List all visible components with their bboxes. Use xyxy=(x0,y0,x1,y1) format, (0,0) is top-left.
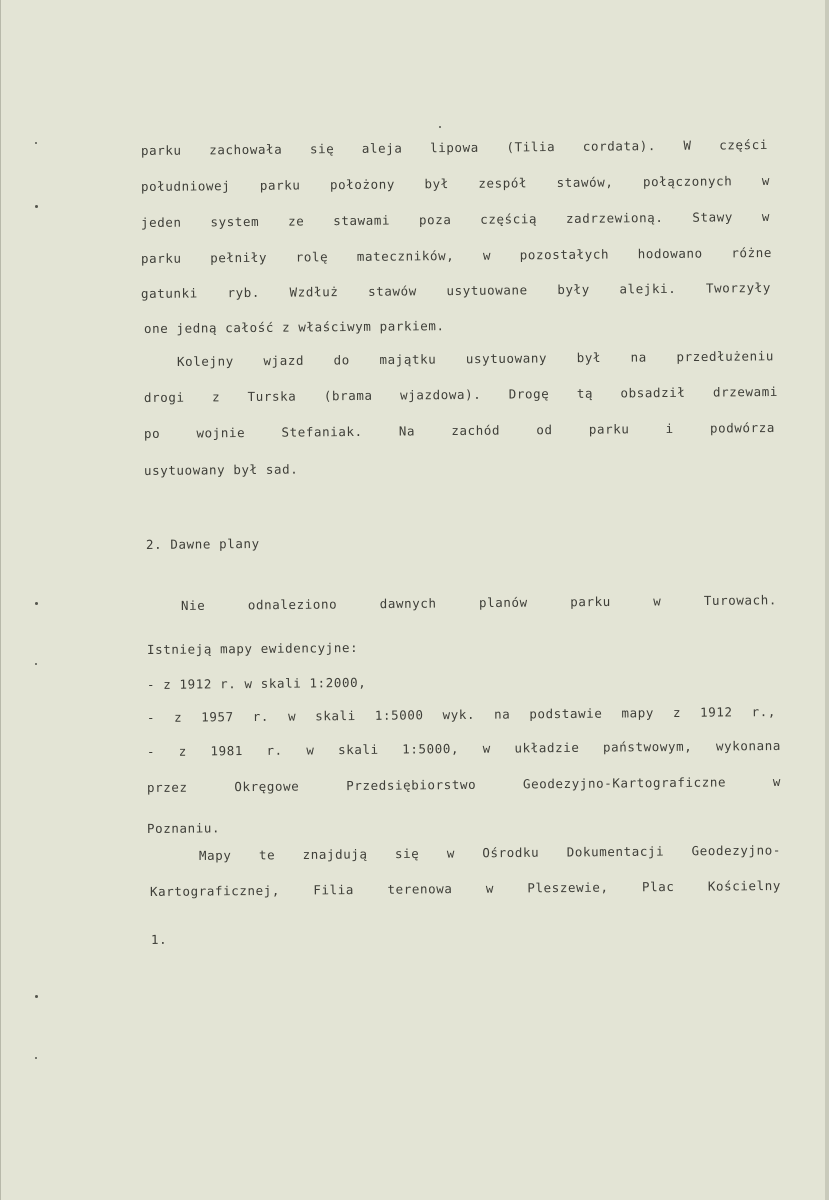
margin-mark xyxy=(35,602,38,605)
text-line: przez Okręgowe Przedsiębiorstwo Geodezyjno-Kartograficzne w xyxy=(146,773,782,795)
text-line: Kartograficznej, Filia terenowa w Pleszewie, Plac Kościelny xyxy=(149,877,782,899)
text-line: usytuowany był sad. xyxy=(143,461,299,478)
text-line: Poznaniu. xyxy=(146,820,221,836)
text-line: południowej parku położony był zespół stawów, połączonych w xyxy=(140,172,771,194)
text-line: 1. xyxy=(150,931,168,947)
list-item: - z 1912 r. w skali 1:2000, xyxy=(146,674,367,692)
margin-mark xyxy=(35,995,38,998)
margin-mark xyxy=(439,126,441,128)
margin-mark xyxy=(35,142,37,144)
margin-mark xyxy=(35,1057,37,1059)
text-line: one jedną całość z właściwym parkiem. xyxy=(143,318,445,336)
text-line: gatunki ryb. Wzdłuż stawów usytuowane były alejki. Tworzyły xyxy=(140,279,772,301)
text-line: Kolejny wjazd do majątku usytuowany był na przedłużeniu xyxy=(176,348,775,369)
text-line: drogi z Turska (brama wjazdowa). Drogę tą obsadził drzewami xyxy=(143,383,779,405)
text-line: Istnieją mapy ewidencyjne: xyxy=(146,639,359,657)
text-line: parku pełniły rolę mateczników, w pozostałych hodowano różne xyxy=(140,244,773,266)
list-item: - z 1957 r. w skali 1:5000 wyk. na podstawie mapy z 1912 r., xyxy=(146,703,777,725)
margin-mark xyxy=(35,663,37,665)
text-line: po wojnie Stefaniak. Na zachód od parku i podwórza xyxy=(143,419,776,441)
text-line: parku zachowała się aleja lipowa (Tilia cordata). W części xyxy=(140,136,769,158)
text-line: jeden system ze stawami poza częścią zadrzewioną. Stawy w xyxy=(140,208,771,230)
section-heading: 2. Dawne plany xyxy=(145,535,260,552)
text-line: Nie odnaleziono dawnych planów parku w Turowach. xyxy=(180,592,778,613)
text-line: Mapy te znajdują się w Ośrodku Dokumentacji Geodezyjno- xyxy=(198,842,782,863)
list-item: - z 1981 r. w skali 1:5000, w układzie państwowym, wykonana xyxy=(146,737,782,759)
margin-mark xyxy=(35,205,38,208)
